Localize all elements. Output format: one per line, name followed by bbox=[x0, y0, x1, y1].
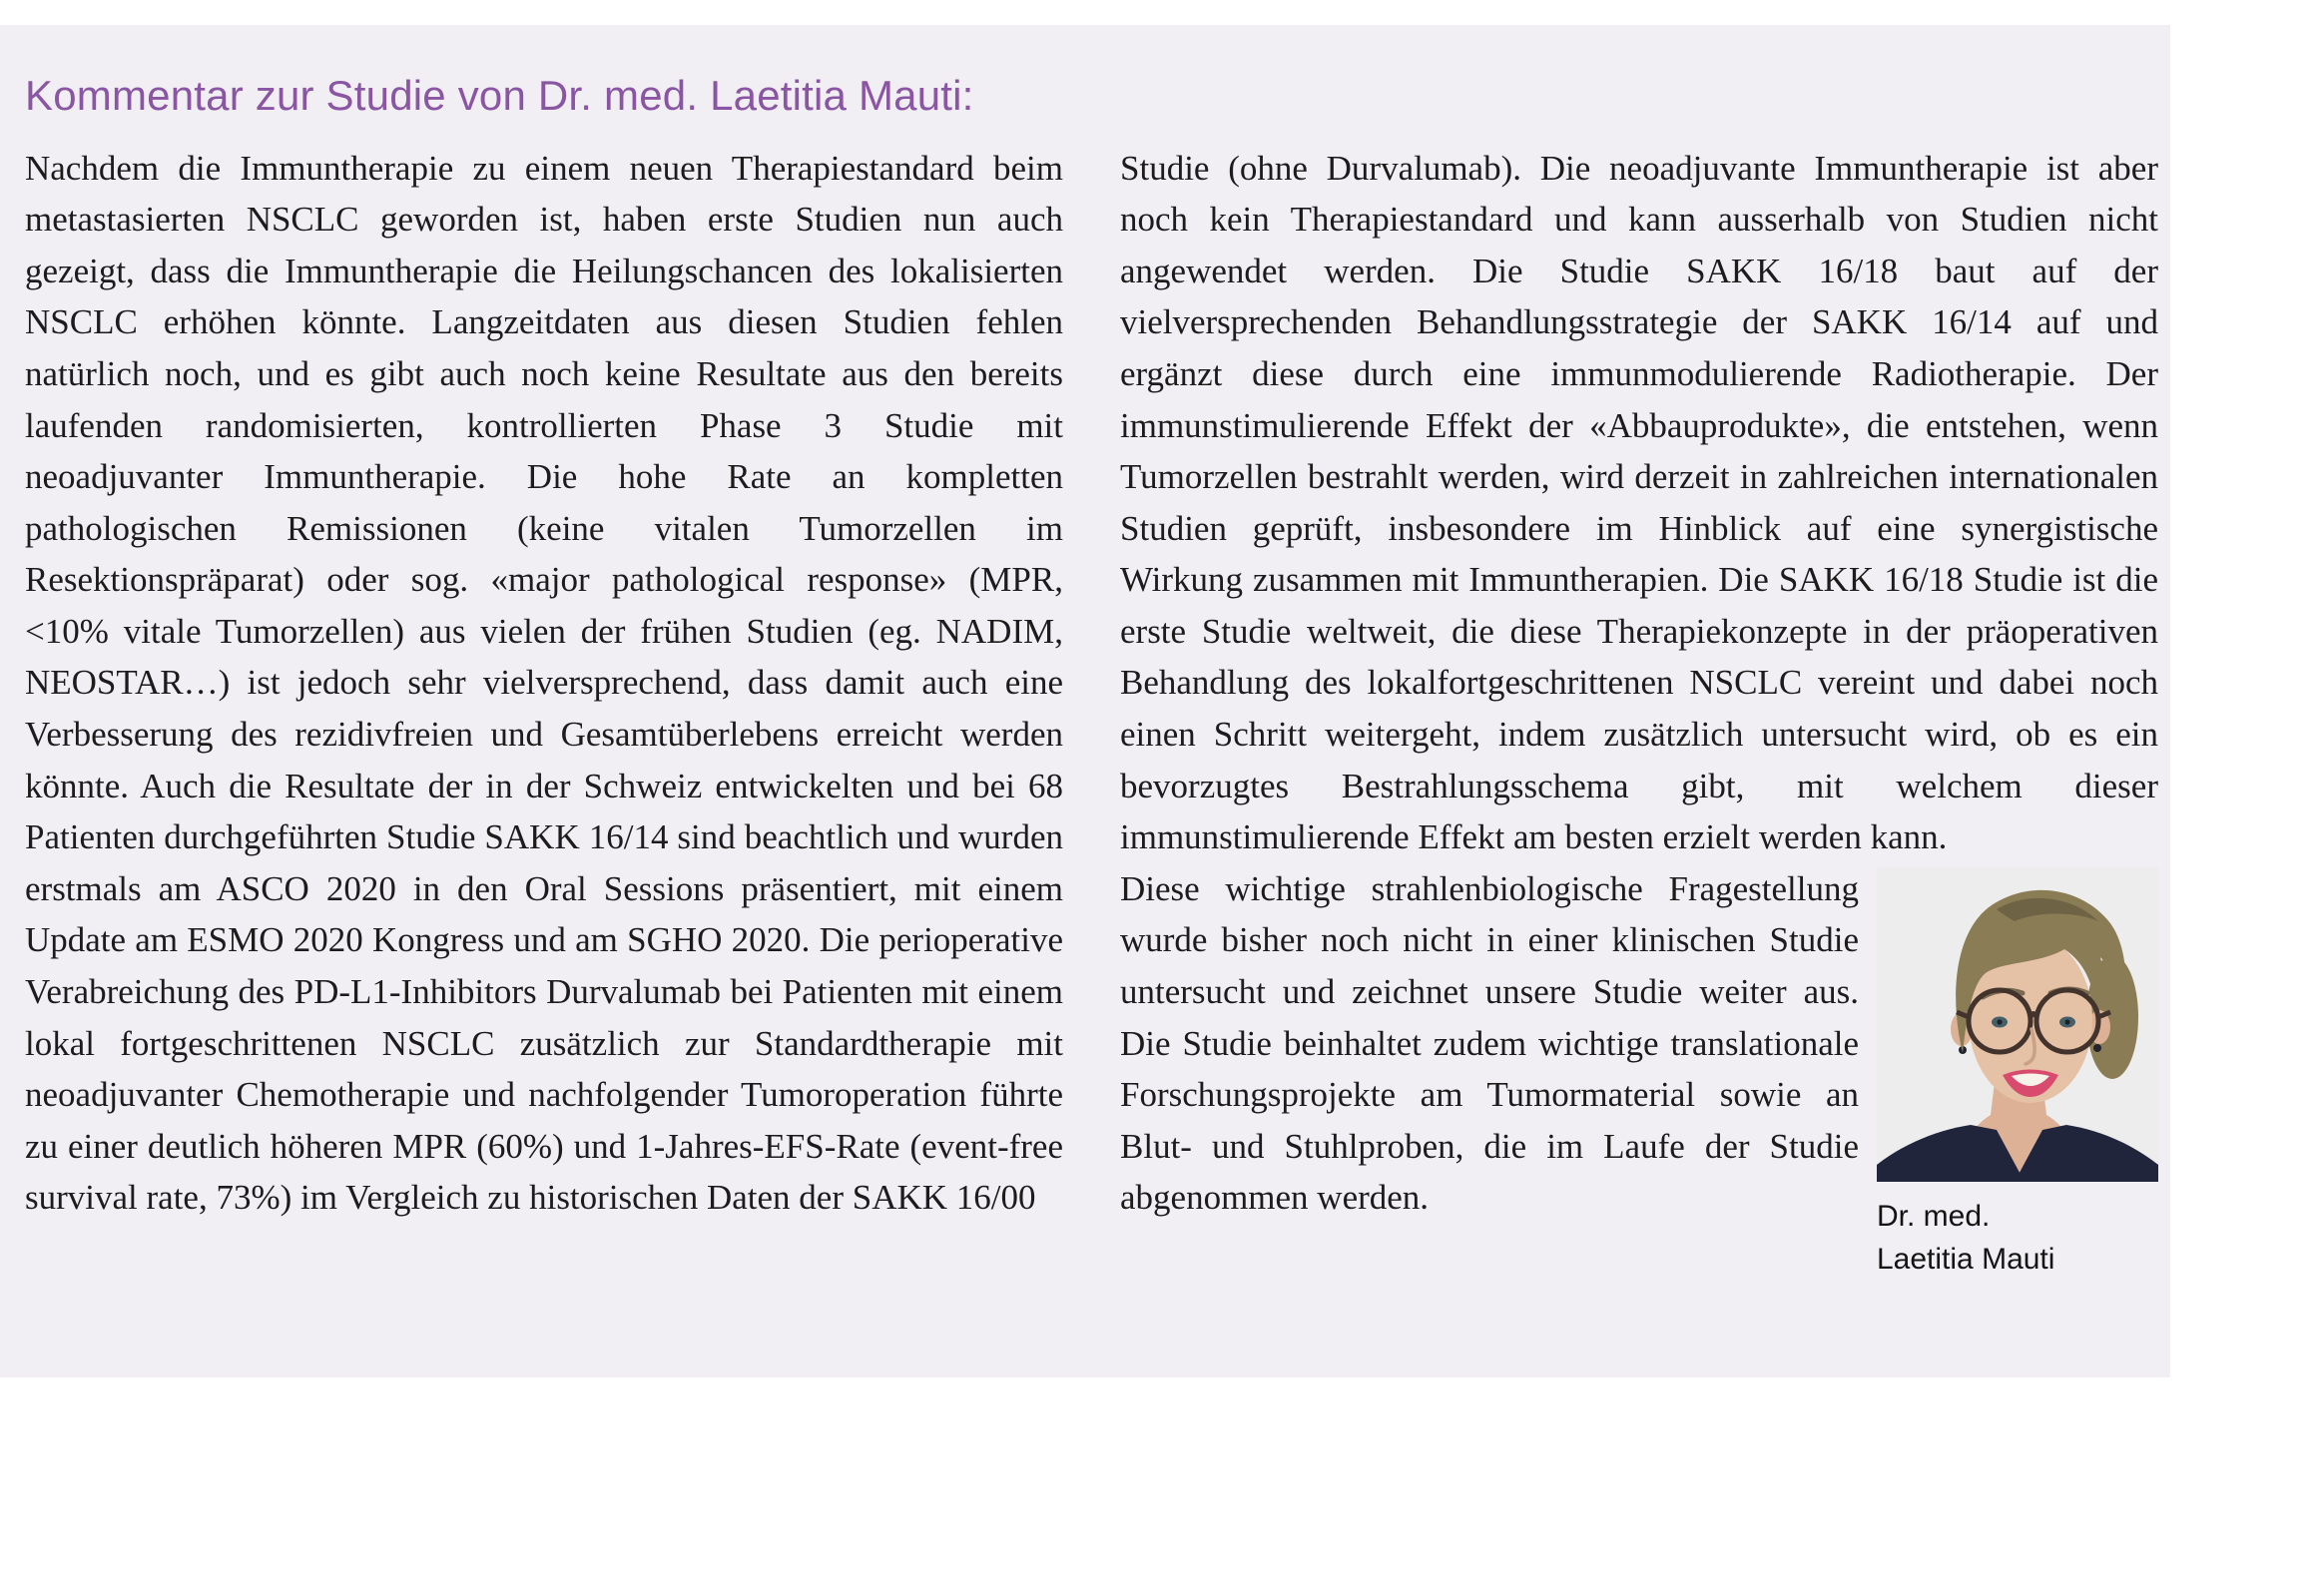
caption-line-2: Laetitia Mauti bbox=[1877, 1242, 2055, 1276]
caption-line-1: Dr. med. bbox=[1877, 1199, 1991, 1233]
column-right bbox=[1120, 143, 2158, 1287]
paragraph-right-2: Diese wichtige strahlenbiologische Fragestellung wurde bisher noch nicht in einer klinischen Studie untersucht und zeichnet unsere Studie weiter aus. Die Studie beinhaltet zudem wichtige translationale Forschungsprojekte am Tumormaterial sowie an Blut- und Stuhlproben, die im Laufe der Studie abgenommen werden. bbox=[1120, 868, 1859, 1218]
portrait-photo bbox=[1877, 867, 2158, 1182]
column-left bbox=[25, 143, 1063, 1287]
paragraph-left: Nachdem die Immuntherapie zu einem neuen Therapiestandard beim metastasierten NSCLC geworden ist, haben erste Studien nun auch gezeigt, dass die Immuntherapie die Heilungschancen des lokalisierten NSCLC erhöhen könnte. Langzeitdaten aus diesen Studien fehlen natürlich noch, und es gibt auch noch keine Resultate aus den bereits laufenden randomisierten, kontrollierten Phase 3 Studie mit neoadjuvanter Immuntherapie. Die hohe Rate an kompletten pathologischen Remissionen (keine vitalen Tumorzellen im Resektionspräparat) oder sog. «major pathological response» (MPR, <10% vitale Tumorzellen) aus vielen der frühen Studien (eg. NADIM, NEOSTAR…) ist jedoch sehr vielversprechend, dass damit auch eine Verbesserung des rezidivfreien und Gesamtüberlebens erreicht werden könnte. Auch die Resultate der in der Schweiz entwickelten und bei 68 Patienten durchgeführten Studie SAKK 16/14 sind beachtlich und wurden erstmals am ASCO 2020 in den Oral Sessions präsentiert, mit einem Update am ESMO 2020 Kongress und am SGHO 2020. Die perioperative Verabreichung des PD-L1-Inhibitors Durvalumab bei Patienten mit einem lokal fortgeschrittenen NSCLC zusätzlich zur Standardtherapie mit neoadjuvanter Chemotherapie und nachfolgender Tumoroperation führte zu einer deutlich höheren MPR (60%) und 1-Jahres-EFS-Rate (event-free survival rate, 73%) im Vergleich zu historischen Daten der SAKK 16/00 bbox=[25, 148, 1063, 1218]
author-figure bbox=[1877, 867, 2158, 1281]
section-title: Kommentar zur Studie von Dr. med. Laetitia Mauti: bbox=[25, 72, 974, 119]
article-columns bbox=[25, 143, 2158, 1287]
paragraph-right-1: Studie (ohne Durvalumab). Die neoadjuvante Immuntherapie ist aber noch kein Therapiestandard und kann ausserhalb von Studien nicht angewendet werden. Die Studie SAKK 16/18 baut auf der vielversprechenden Behandlungsstrategie der SAKK 16/14 auf und ergänzt diese durch eine immunmodulierende Radiotherapie. Der immunstimulierende Effekt der «Abbauprodukte», die entstehen, wenn Tumorzellen bestrahlt werden, wird derzeit in zahlreichen internationalen Studien geprüft, insbesondere im Hinblick auf eine synergistische Wirkung zusammen mit Immuntherapien. Die SAKK 16/18 Studie ist die erste Studie weltweit, die diese Therapiekonzepte in der präoperativen Behandlung des lokalfortgeschrittenen NSCLC vereint und dabei noch einen Schritt weitergeht, indem zusätzlich untersucht wird, ob es ein bevorzugtes Bestrahlungsschema gibt, mit welchem dieser immunstimulierende Effekt am besten erzielt werden kann. bbox=[1120, 148, 2158, 857]
photo-caption bbox=[1877, 1195, 2158, 1281]
right-earring bbox=[2093, 1044, 2101, 1052]
comment-box bbox=[0, 25, 2170, 1377]
